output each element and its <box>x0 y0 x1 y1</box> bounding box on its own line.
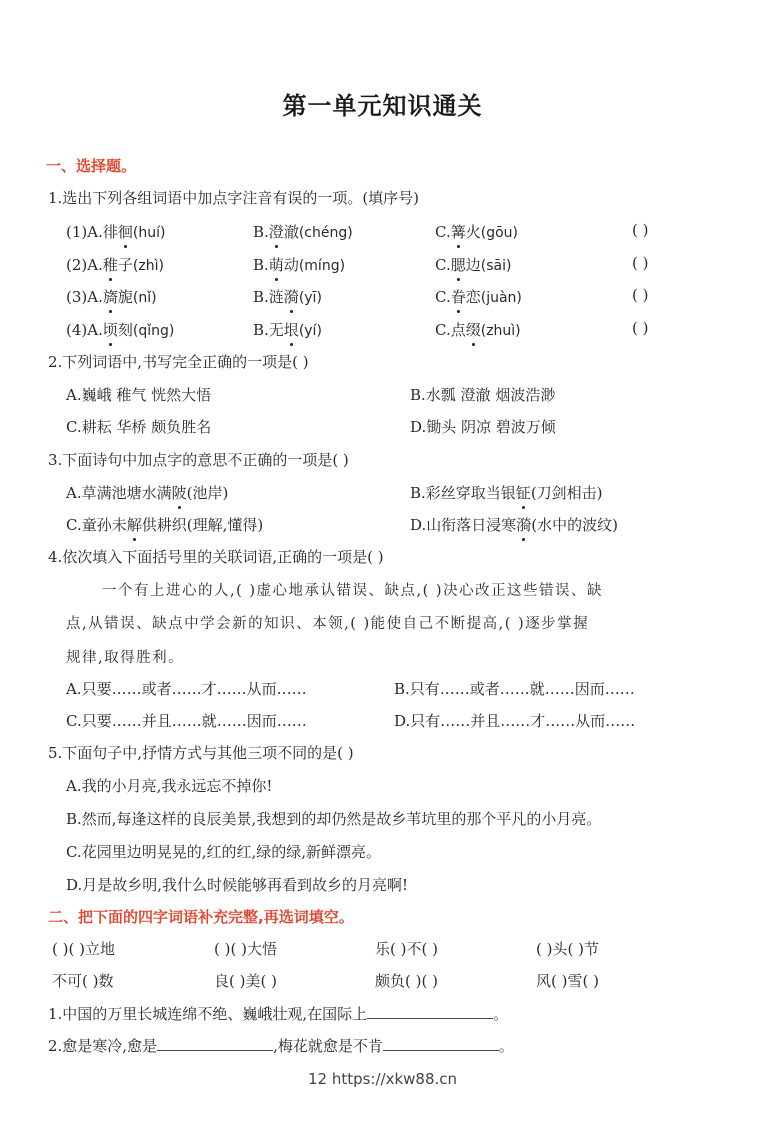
q3-option-a: A.草满池塘水满陂(池岸) <box>66 484 229 502</box>
q4-stem: 4.依次填入下面括号里的关联词语,正确的一项是( ) <box>48 548 384 566</box>
q1-row-4-answer-blank: ( ) <box>632 319 649 337</box>
q1-row-4-option-c: C.点缀(zhuì) <box>435 321 521 339</box>
q4-passage-line-1: 一个有上进心的人,( )虚心地承认错误、缺点,( )决心改正这些错误、缺 <box>102 583 604 599</box>
q1-row-2-answer-blank: ( ) <box>632 254 649 272</box>
q1-row-1-option-c: C.篝火(gōu) <box>435 223 518 241</box>
q1-row-3-option-a: (3)A.旖旎(nǐ) <box>66 288 157 306</box>
section-2-heading: 二、把下面的四字词语补充完整,再选词填空。 <box>48 908 354 926</box>
idiom-6: 良( )美( ) <box>214 972 277 990</box>
q2-option-c: C.耕耘 华桥 颇负胜名 <box>66 418 212 436</box>
q1-row-3-option-b: B.涟漪(yī) <box>253 288 322 306</box>
q1-row-3-option-c: C.眷恋(juàn) <box>435 288 522 306</box>
q2-option-a: A.巍峨 稚气 恍然大悟 <box>66 386 212 404</box>
q5-option-d: D.月是故乡明,我什么时候能够再看到故乡的月亮啊! <box>66 876 409 894</box>
fill-sentence-2: 2.愈是寒冷,愈是 ,梅花就愈是不肯 。 <box>48 1037 514 1055</box>
q4-passage-line-2: 点,从错误、缺点中学会新的知识、本领,( )能使自己不断提高,( )逐步掌握 <box>66 616 590 632</box>
q3-stem: 3.下面诗句中加点字的意思不正确的一项是( ) <box>48 451 349 469</box>
q5-stem: 5.下面句子中,抒情方式与其他三项不同的是( ) <box>48 744 354 762</box>
q2-option-d: D.锄头 阴凉 碧波万倾 <box>410 418 556 436</box>
section-1-heading: 一、选择题。 <box>46 157 137 175</box>
fill-blank-3[interactable] <box>383 1038 499 1051</box>
idiom-4: ( )头( )节 <box>536 940 599 958</box>
q1-row-3-answer-blank: ( ) <box>632 286 649 304</box>
q1-row-1-option-a: (1)A.徘徊(huí) <box>66 223 166 241</box>
q1-row-2-option-b: B.萌动(míng) <box>253 256 346 274</box>
fill-blank-2[interactable] <box>157 1038 273 1051</box>
idiom-5: 不可( )数 <box>52 972 114 990</box>
q4-passage-line-3: 规律,取得胜利。 <box>66 650 185 666</box>
idiom-2: ( )( )大悟 <box>214 940 277 958</box>
q4-option-a: A.只要……或者……才……从而…… <box>66 680 307 698</box>
page-title: 第一单元知识通关 <box>282 91 483 120</box>
q1-stem: 1.选出下列各组词语中加点字注音有误的一项。(填序号) <box>48 189 420 207</box>
q2-option-b: B.水瓢 澄澈 烟波浩渺 <box>410 386 556 404</box>
q2-stem: 2.下列词语中,书写完全正确的一项是( ) <box>48 353 309 371</box>
q3-option-d: D.山衔落日浸寒漪(水中的波纹) <box>410 516 618 534</box>
idiom-1: ( )( )立地 <box>52 940 115 958</box>
q4-option-b: B.只有……或者……就……因而…… <box>394 680 635 698</box>
q3-option-c: C.童孙未解供耕织(理解,懂得) <box>66 516 264 534</box>
q4-option-d: D.只有……并且……才……从而…… <box>394 712 636 730</box>
q3-option-b: B.彩丝穿取当银钲(刀剑相击) <box>410 484 603 502</box>
q1-row-4-option-b: B.无垠(yí) <box>253 321 322 339</box>
idiom-7: 颇负( )( ) <box>375 972 438 990</box>
q4-option-c: C.只要……并且……就……因而…… <box>66 712 307 730</box>
q1-row-1-answer-blank: ( ) <box>632 221 649 239</box>
q1-row-2-option-c: C.腮边(sāi) <box>435 256 512 274</box>
q1-row-4-option-a: (4)A.顷刻(qǐng) <box>66 321 175 339</box>
q5-option-a: A.我的小月亮,我永远忘不掉你! <box>66 777 273 795</box>
q5-option-b: B.然而,每逢这样的良辰美景,我想到的却仍然是故乡苇坑里的那个平凡的小月亮。 <box>66 810 602 828</box>
fill-blank-1[interactable] <box>367 1006 493 1019</box>
page-footer: 12 https://xkw88.cn <box>307 1070 458 1088</box>
q1-row-1-option-b: B.澄澈(chéng) <box>253 223 353 241</box>
idiom-8: 风( )雪( ) <box>536 972 599 990</box>
q1-row-2-option-a: (2)A.稚子(zhì) <box>66 256 164 274</box>
idiom-3: 乐( )不( ) <box>375 940 438 958</box>
fill-sentence-1: 1.中国的万里长城连绵不绝、巍峨壮观,在国际上 。 <box>48 1005 509 1023</box>
q5-option-c: C.花园里边明晃晃的,红的红,绿的绿,新鲜漂亮。 <box>66 843 382 861</box>
